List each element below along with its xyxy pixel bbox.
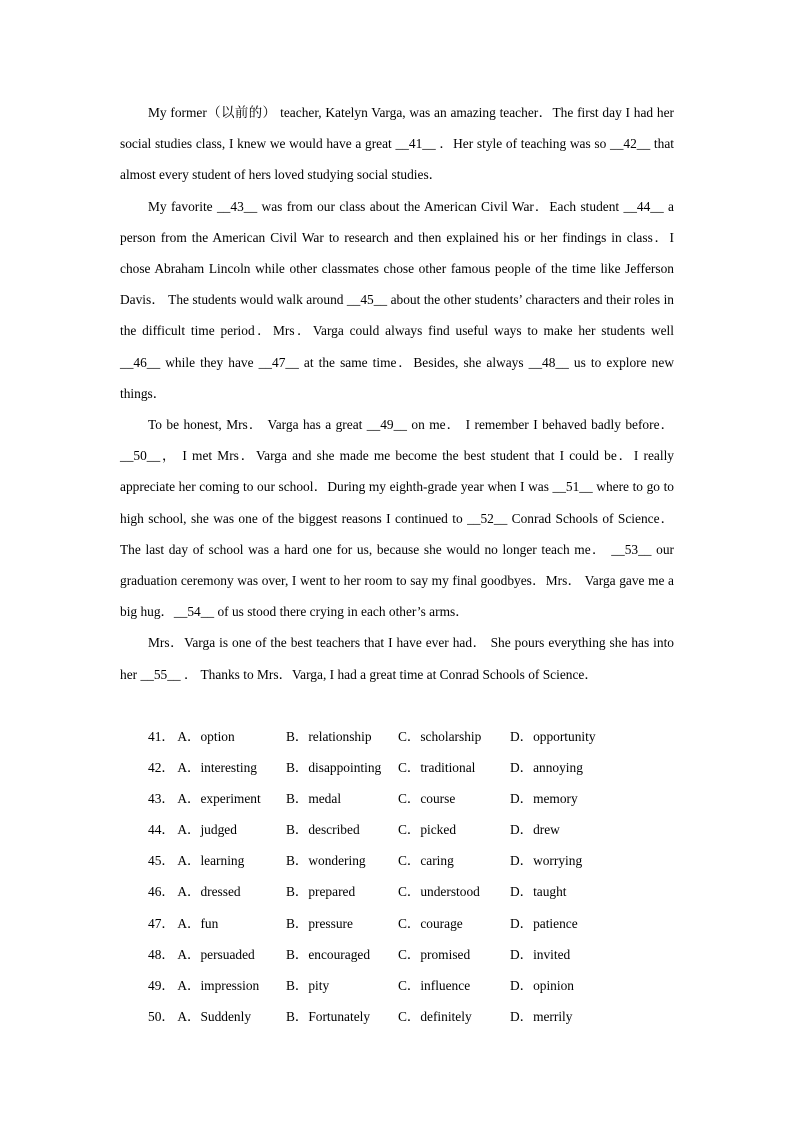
option-C: C．promised: [398, 946, 471, 962]
option-B: B．described: [286, 822, 360, 838]
answer-options: [148, 721, 688, 1032]
option-C: C．understood: [398, 884, 480, 900]
question-row: [148, 908, 688, 939]
option-D: D．worrying: [510, 853, 583, 869]
option-A: 47 ． A．fun: [148, 908, 286, 939]
option-A: 50 ． A．Suddenly: [148, 1001, 286, 1032]
option-B: B．medal: [286, 791, 342, 807]
option-B: B．pressure: [286, 915, 353, 931]
question-row: [148, 970, 688, 1001]
option-D: D．merrily: [510, 1008, 573, 1024]
option-A: 46 ． A．dressed: [148, 876, 286, 907]
option-B: B．relationship: [286, 729, 372, 744]
question-row: [148, 1001, 688, 1032]
option-C: C．scholarship: [398, 729, 482, 744]
option-A: 43 ． A．experiment: [148, 783, 286, 814]
option-D: D．opinion: [510, 977, 574, 993]
option-C: C．definitely: [398, 1008, 472, 1024]
option-B: B．Fortunately: [286, 1008, 371, 1024]
option-C: C．courage: [398, 915, 463, 931]
option-A: 44 ． A．judged: [148, 814, 286, 845]
option-A: 41 ． A．option: [148, 721, 286, 752]
option-A: 49 ． A．impression: [148, 970, 286, 1001]
option-D: D．memory: [510, 791, 578, 807]
option-D: D．opportunity: [510, 729, 596, 744]
option-D: D．patience: [510, 915, 578, 931]
option-C: C．caring: [398, 853, 454, 869]
paragraph-4: Mrs．Varga is one of the best teachers that I have ever had． She pours everything she has into her __55__ ． Thanks to Mrs．Varga, I had a great time at Conrad Schools of Science．: [120, 635, 674, 682]
question-row: [148, 876, 688, 907]
option-A: 42 ． A．interesting: [148, 752, 286, 783]
option-B: B．disappointing: [286, 760, 382, 776]
option-B: B．encouraged: [286, 946, 371, 962]
option-C: C．course: [398, 791, 456, 807]
paragraph-2: My favorite __43__ was from our class about the American Civil War．Each student __44__ a person from the American Civil War to research and then explained his or her findings in class．I chose Abraham Lincoln while other classmates chose other famous people of the time like Jefferson Davis． The students would walk around __45__ about the other students’ characters and their roles in the difficult time period．Mrs．Varga could always find useful ways to make her students well __46__ while they have __47__ at the same time．Besides, she always __48__ us to explore new things．: [120, 198, 674, 401]
option-A: 45 ． A．learning: [148, 845, 286, 876]
option-D: D．annoying: [510, 760, 583, 776]
cloze-passage: [120, 97, 674, 690]
option-B: B．prepared: [286, 884, 356, 900]
option-D: D．taught: [510, 884, 567, 900]
option-B: B．pity: [286, 977, 330, 993]
option-C: C．influence: [398, 977, 471, 993]
option-D: D．invited: [510, 946, 571, 962]
question-row: [148, 752, 688, 783]
question-row: [148, 845, 688, 876]
option-A: 48 ． A．persuaded: [148, 939, 286, 970]
paragraph-1: My former（以前的） teacher, Katelyn Varga, was an amazing teacher．The first day I had her social studies class, I knew we would have a great __41__ ．Her style of teaching was so __42__ that almost every student of hers loved studying social studies．: [120, 105, 674, 183]
option-D: D．drew: [510, 822, 560, 838]
question-row: [148, 814, 688, 845]
question-row: [148, 721, 688, 752]
question-row: [148, 939, 688, 970]
option-C: C．picked: [398, 822, 457, 838]
paragraph-3: To be honest, Mrs． Varga has a great __49__ on me． I remember I behaved badly before．__50__， I met Mrs．Varga and she made me become the best student that I could be．I really appreciate her coming to our school．During my eighth-grade year when I was __51__ where to go to high school, she was one of the biggest reasons I continued to __52__ Conrad Schools of Science．The last day of school was a hard one for us, because she would no longer teach me． __53__ our graduation ceremony was over, I went to her room to say my final goodbyes．Mrs． Varga gave me a big hug．__54__ of us stood there crying in each other’s arms．: [120, 417, 674, 620]
option-B: B．wondering: [286, 853, 366, 869]
option-C: C．traditional: [398, 760, 476, 776]
question-row: [148, 783, 688, 814]
